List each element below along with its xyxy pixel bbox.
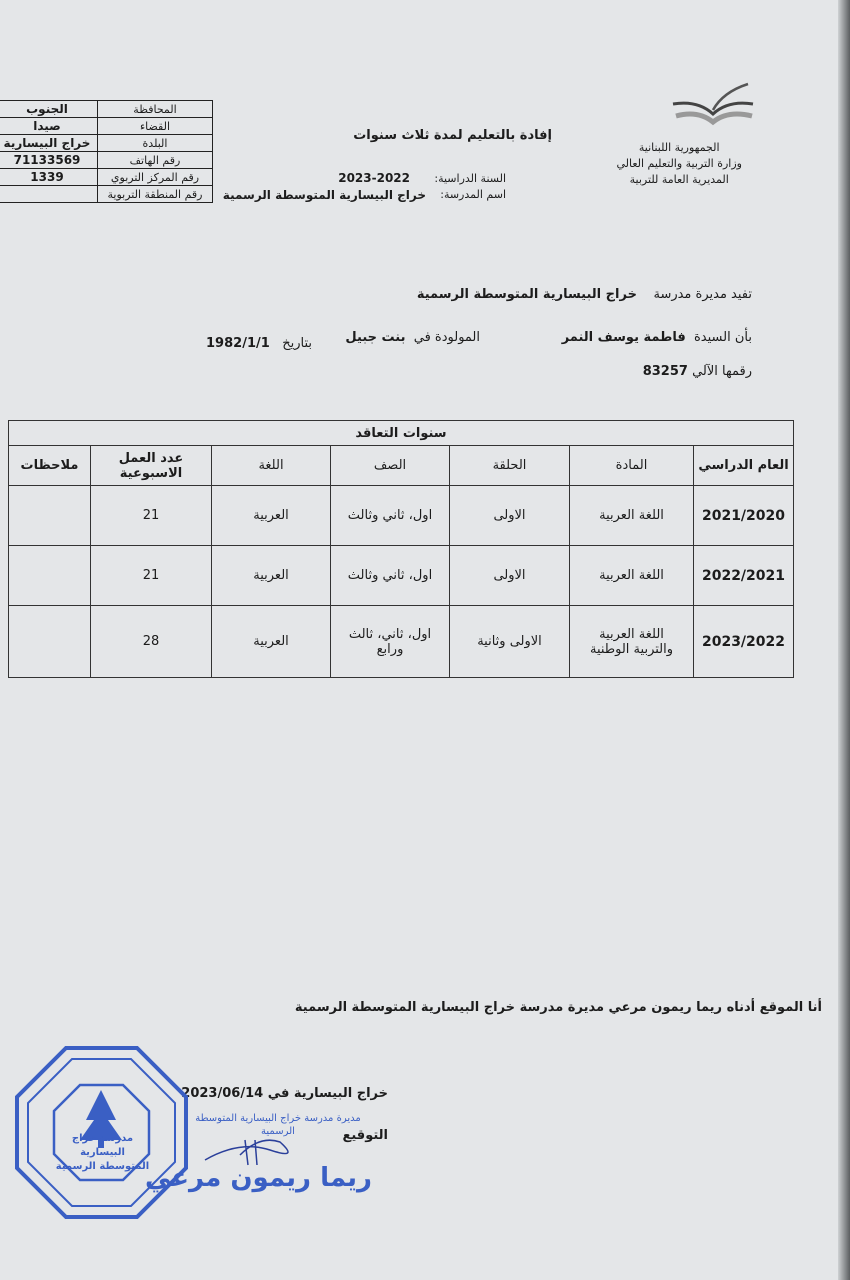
- cell-grade: اول، ثاني، ثالث ورابع: [331, 606, 450, 678]
- id-number: 83257: [642, 364, 688, 379]
- id-label: رقمها الآلي: [692, 364, 752, 379]
- info-label: رقم المنطقة التربوية: [98, 186, 213, 203]
- signature-label: التوقيع: [342, 1128, 388, 1143]
- info-value: خراج البيسارية: [0, 135, 98, 152]
- cell-weekly-hours: 28: [91, 606, 212, 678]
- ministry-line: وزارة التربية والتعليم العالي: [616, 157, 742, 170]
- lady-name: فاطمة يوسف النمر: [561, 330, 686, 345]
- cell-weekly-hours: 21: [91, 546, 212, 606]
- cell-language: العربية: [212, 546, 331, 606]
- birth-place-label: المولودة في: [413, 330, 480, 345]
- column-header: اللغة: [212, 446, 331, 486]
- table-caption: سنوات التعاقد: [9, 421, 794, 446]
- line-lady: [562, 330, 752, 345]
- info-row: [0, 101, 213, 118]
- cell-year: 2021/2020: [694, 486, 794, 546]
- table-row: [9, 486, 794, 546]
- info-value: [0, 186, 98, 203]
- column-header: المادة: [570, 446, 694, 486]
- info-value: صيدا: [0, 118, 98, 135]
- ministry-header: [616, 140, 742, 188]
- info-row: [0, 135, 213, 152]
- table-header-row: [9, 446, 794, 486]
- column-header: ملاحظات: [9, 446, 91, 486]
- school-statement-value: خراج البيسارية المتوسطة الرسمية: [416, 287, 637, 302]
- school-statement-label: تفيد مديرة مدرسة: [653, 287, 752, 302]
- info-value: 71133569: [0, 152, 98, 169]
- birth-date-value: 1982/1/1: [206, 336, 270, 351]
- ministry-book-logo-icon: [668, 82, 758, 127]
- cell-language: العربية: [212, 486, 331, 546]
- cell-notes: [9, 546, 91, 606]
- document-title: إفادة بالتعليم لمدة ثلاث سنوات: [353, 128, 552, 143]
- school-year-label: السنة الدراسية:: [434, 172, 506, 185]
- birth-place-value: بنت جبيل: [345, 330, 406, 345]
- cell-subject: اللغة العربية: [570, 546, 694, 606]
- stamp-inner-text: مدرسة خراج البيسارية المتوسطة الرسمية: [55, 1133, 150, 1172]
- ministry-line: الجمهورية اللبنانية: [638, 141, 720, 154]
- info-row: [0, 118, 213, 135]
- school-name-label: اسم المدرسة:: [440, 188, 506, 201]
- column-header: العام الدراسي: [694, 446, 794, 486]
- ministry-line: المديرية العامة للتربية: [629, 173, 729, 186]
- column-header: الحلقة: [450, 446, 570, 486]
- cell-cycle: الاولى: [450, 546, 570, 606]
- cell-year: 2023/2022: [694, 606, 794, 678]
- info-row: [0, 152, 213, 169]
- cell-notes: [9, 606, 91, 678]
- signature-stamp-caption: مديرة مدرسة خراج البيسارية المتوسطة الرسمية: [195, 1113, 361, 1137]
- cell-subject: اللغة العربية والتربية الوطنية: [570, 606, 694, 678]
- cell-subject: اللغة العربية: [570, 486, 694, 546]
- page-edge-shadow: [838, 0, 850, 1280]
- cell-cycle: الاولى وثانية: [450, 606, 570, 678]
- cell-cycle: الاولى: [450, 486, 570, 546]
- cell-grade: اول، ثاني وثالث: [331, 546, 450, 606]
- cell-year: 2022/2021: [694, 546, 794, 606]
- cell-weekly-hours: 21: [91, 486, 212, 546]
- cell-language: العربية: [212, 606, 331, 678]
- place-date-label: خراج البيسارية في: [267, 1086, 388, 1101]
- issue-date: 2023/06/14: [181, 1086, 264, 1101]
- info-label: رقم الهاتف: [98, 152, 213, 169]
- cell-grade: اول، ثاني وثالث: [331, 486, 450, 546]
- line-birth-place: [345, 330, 480, 345]
- info-value: الجنوب: [0, 101, 98, 118]
- school-name-value: خراج البيسارية المتوسطة الرسمية: [222, 188, 426, 202]
- signer-name-stamp: ريما ريمون مرعي: [144, 1163, 372, 1193]
- info-label: رقم المركز التربوي: [98, 169, 213, 186]
- table-row: [9, 606, 794, 678]
- info-label: البلدة: [98, 135, 213, 152]
- cell-notes: [9, 486, 91, 546]
- table-row: [9, 546, 794, 606]
- line-birth-date: [206, 336, 312, 351]
- line-id: [643, 364, 752, 379]
- birth-date-label: بتاريخ: [282, 336, 312, 351]
- school-year-value: 2023-2022: [338, 171, 410, 185]
- info-label: القضاء: [98, 118, 213, 135]
- info-row: [0, 186, 213, 203]
- info-label: المحافظة: [98, 101, 213, 118]
- school-info-table: [0, 100, 213, 203]
- signer-statement: أنا الموقع أدناه ريما ريمون مرعي مديرة مدرسة خراج البيسارية المتوسطة الرسمية: [294, 1000, 822, 1015]
- line-school: [417, 287, 752, 302]
- column-header: عدد العمل الاسبوعية: [91, 446, 212, 486]
- info-value: 1339: [0, 169, 98, 186]
- info-row: [0, 169, 213, 186]
- lady-label: بأن السيدة: [694, 330, 752, 345]
- column-header: الصف: [331, 446, 450, 486]
- place-date: [181, 1086, 388, 1101]
- contract-years-table: [8, 420, 794, 678]
